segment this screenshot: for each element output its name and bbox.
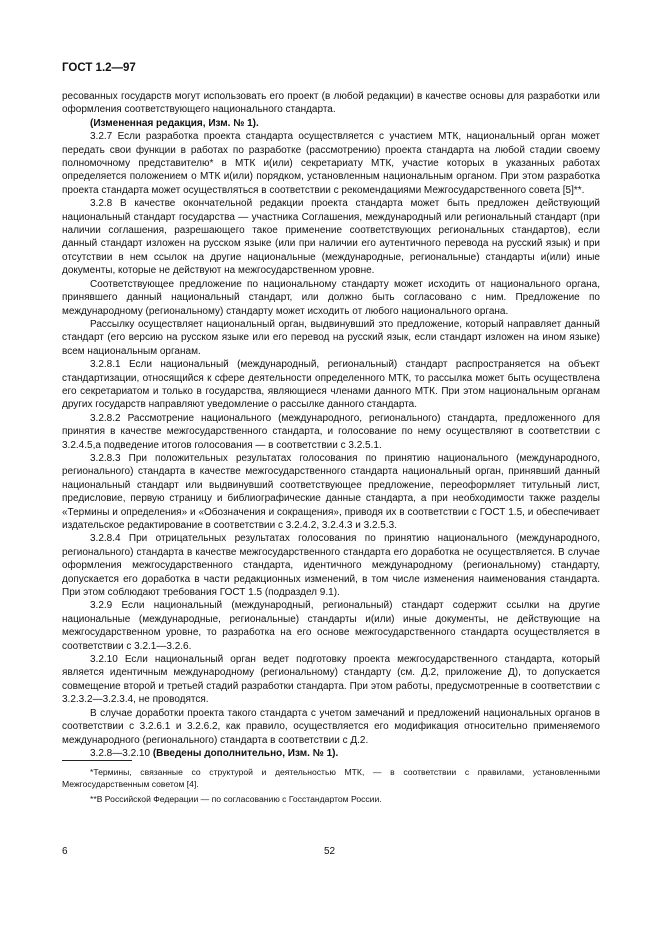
footnote-2: **В Российской Федерации — по согласованию с Госстандартом России. [90, 794, 382, 804]
paragraph-3-2-8-3: 3.2.8.3 При положительных результатах голосования по принятию национального (международного, регионального) стандарта в качестве межгосударственного стандарта национальный орган, принявший данный национальный стандарт или выдвинувший соответствующее предложение, переоформляет титульный лист, предисловие, первую страницу и библиографические данные стандарта, а при необходимости также разделы «Термины и определения» и «Обозначения и сокращения», приводя их в соответствии с ГОСТ 1.5, и обеспечивает издательское редактирование в соответствии с 3.2.4.2, 3.2.4.3 и 3.2.5.3. [62, 452, 600, 531]
amendment-bold: (Введены дополнительно, Изм. № 1). [152, 747, 339, 759]
amendment-line [62, 747, 600, 760]
amendment-prefix: 3.2.8—3.2.10 [90, 747, 153, 759]
paragraph-continuation: ресованных государств могут использовать его проект (в любой редакции) в качестве основы для разработки или оформления соответствующего национального стандарта. [62, 91, 600, 116]
paragraph-distribution: Рассылку осуществляет национальный орган, выдвинувший это предложение, который направляет данный стандарт (его версию на русском языке или его перевод на русский язык, если стандарт изложен на ином языке) всем национальным органам. [62, 318, 600, 357]
paragraph-3-2-8-2: 3.2.8.2 Рассмотрение национального (международного, регионального) стандарта, предложенного для принятия в качестве межгосударственного стандарта, и голосование по нему осуществляют в соответствии с 3.2.4.5,а подведение итогов голосования — в соответствии с 3.2.5.1. [62, 412, 600, 451]
paragraph-proposal: Соответствующее предложение по национальному стандарту может исходить от национального органа, принявшего данный национальный стандарт, или должно быть согласовано с ним. Предложение по международному (региональному) стандарту может исходить от любого национального органа. [62, 278, 600, 317]
amendment-note: (Измененная редакция, Изм. № 1). [90, 117, 259, 129]
paragraph-3-2-9: 3.2.9 Если национальный (международный, региональный) стандарт содержит ссылки на другие национальные (международные, региональные) стандарты и(или) иные документы, не действующие на межгосударственном уровне, то разработка на его основе межгосударственного стандарта осуществляется в соответствии с 3.2.1—3.2.6. [62, 600, 600, 652]
paragraph-3-2-8: 3.2.8 В качестве окончательной редакции проекта стандарта может быть предложен действующий национальный стандарт государства — участника Соглашения, международный или региональный стандарт (при наличии соглашения, разрешающего такое применение соответствующих региональных стандартов), если данный стандарт изложен на русском языке (или при наличии его аутентичного перевода на русский язык) и при отсутствии в нем ссылок на другие национальные (международные, региональные) стандарты и(или) иные документы, которые не действуют на межгосударственном уровне. [62, 198, 600, 277]
page-number-left: 6 [62, 846, 68, 857]
document-body [62, 90, 600, 760]
paragraph-3-2-8-1: 3.2.8.1 Если национальный (международный, региональный) стандарт распространяется на объект стандартизации, относящийся к сфере деятельности определенного МТК, то рассылка может быть осуществлена его секретариатом и только в государства, являющиеся членами данного МТК. При этом национальным органам других государств направляют уведомление о рассылке данного стандарта. [62, 359, 600, 411]
document-header: ГОСТ 1.2—97 [62, 62, 136, 74]
footnotes [62, 766, 600, 805]
paragraph-revision: В случае доработки проекта такого стандарта с учетом замечаний и предложений национальных органов в соответствии с 3.2.6.1 и 3.2.6.2, как правило, осуществляется его модификация относительно применяемого международного (регионального) стандарта в соответствии с Д.2. [62, 707, 600, 746]
footnote-1: *Термины, связанные со структурой и деятельностью МТК, — в соответствии с правилами, установленными Межгосударственным советом [4]. [62, 767, 600, 789]
page-number-center: 52 [324, 846, 336, 857]
paragraph-3-2-10: 3.2.10 Если национальный орган ведет подготовку проекта межгосударственного стандарта, который является идентичным международному (региональному) стандарту (см. Д.2, приложение Д), то допускается совмещение второй и третьей стадий разработки стандарта. При этом работы, предусмотренные в соответствии с 3.2.3.2—3.2.3.4, не проводятся. [62, 654, 600, 706]
footnote-divider [62, 760, 132, 761]
paragraph-3-2-7: 3.2.7 Если разработка проекта стандарта осуществляется с участием МТК, национальный орган может передать свои функции в работах по разработке (рассмотрению) проекта стандарта на любой стадии своему полномочному представителю* в МТК и(или) секретариату МТК, участие которых в указанных работах определяется положением о МТК и(или) порядком, установленным национальным органом. При этом разработка проекта стандарта может осуществляться в соответствии с рекомендациями Межгосударственного совета [5]**. [62, 131, 600, 196]
paragraph-3-2-8-4: 3.2.8.4 При отрицательных результатах голосования по принятию национального (международного, регионального) стандарта в качестве межгосударственного стандарта его доработка не осуществляется. В случае оформления межгосударственного стандарта, идентичного международному (региональному) стандарту, допускается его доработка в части редакционных изменений, в том числе изменения наименования стандарта. При этом соблюдают требования ГОСТ 1.5 (подраздел 9.1). [62, 533, 600, 599]
